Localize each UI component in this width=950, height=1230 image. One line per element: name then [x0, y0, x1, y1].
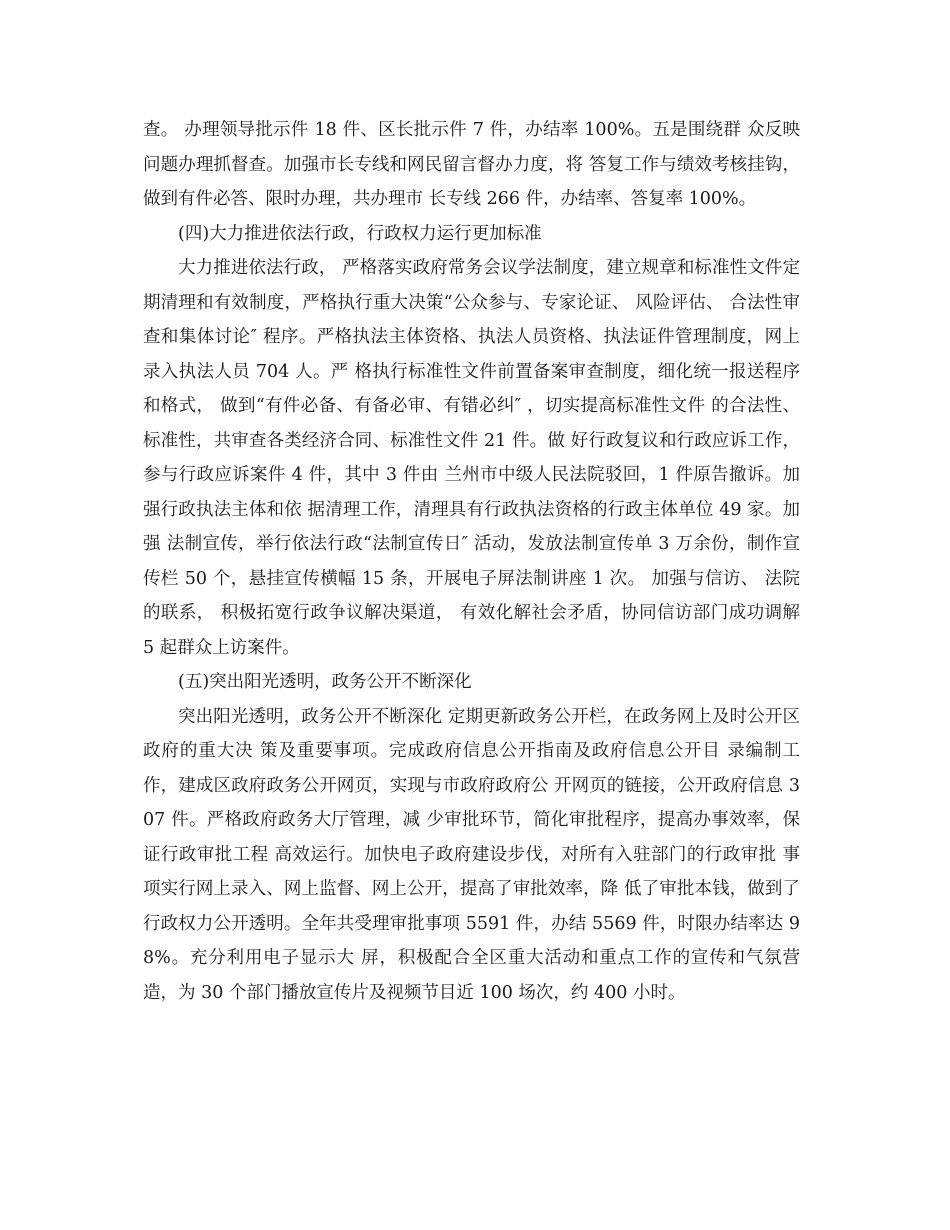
section-heading-4: (四)大力推进依法行政，行政权力运行更加标准: [178, 223, 542, 244]
paragraph-transparency: 突出阳光透明，政务公开不断深化 定期更新政务公开栏，在政务网上及时公开区政府的重大决 策及重要事项。完成政府信息公开指南及政府信息公开目 录编制工作，建成区政府政务公开网页，实现与市政府政府公 开网页的链接，公开政府信息 307 件。严格政府政务大厅管理，减 少审批环节，简化审批程序，提高办事效率，保证行政审批工程 高效运行。加快电子政府建设步伐，对所有入驻部门的行政审批 事项实行网上录入、网上监督、网上公开，提高了审批效率，降 低了审批本钱，做到了行政权力公开透明。全年共受理审批事项 5591 件，办结 5569 件，时限办结率达 98%。充分利用电子显示大 屏，积极配合全区重大活动和重点工作的宣传和气氛营造，为 30 个部门播放宣传片及视频节目近 100 场次，约 400 小时。: [143, 706, 800, 1003]
paragraph-rule-of-law: 大力推进依法行政， 严格落实政府常务会议学法制度，建立规章和标准性文件定 期清理和有效制度，严格执行重大决策“公众参与、专家论证、 风险评估、 合法性审查和集体讨论″ 程序。严格执法主体资格、执法人员资格、执法证件管理制度，网上录入执法人员 704 人。严 格执行标准性文件前置备案审查制度，细化统一报送程序和格式， 做到“有件必备、有备必审、有错必纠″ ，切实提高标准性文件 的合法性、标准性，共审查各类经济合同、标准性文件 21 件。做 好行政复议和行政应诉工作，参与行政应诉案件 4 件，其中 3 件由 兰州市中级人民法院驳回，1 件原告撤诉。加强行政执法主体和依 据清理工作，清理具有行政执法资格的行政主体单位 49 家。加强 法制宣传，举行依法行政“法制宣传日″ 活动，发放法制宣传单 3 万余份，制作宣传栏 50 个，悬挂宣传横幅 15 条，开展电子屏法制讲座 1 次。 加强与信访、 法院的联系， 积极拓宽行政争议解决渠道， 有效化解社会矛盾，协同信访部门成功调解 5 起群众上访案件。: [143, 258, 800, 658]
paragraph-continued: 查。 办理领导批示件 18 件、区长批示件 7 件，办结率 100%。五是围绕群 众反映问题办理抓督查。加强市长专线和网民留言督办力度，将 答复工作与绩效考核挂钩，做到有件必答、限时办理，共办理市 长专线 266 件，办结率、答复率 100%。: [143, 120, 800, 209]
section-heading-5: (五)突出阳光透明，政务公开不断深化: [178, 672, 472, 692]
